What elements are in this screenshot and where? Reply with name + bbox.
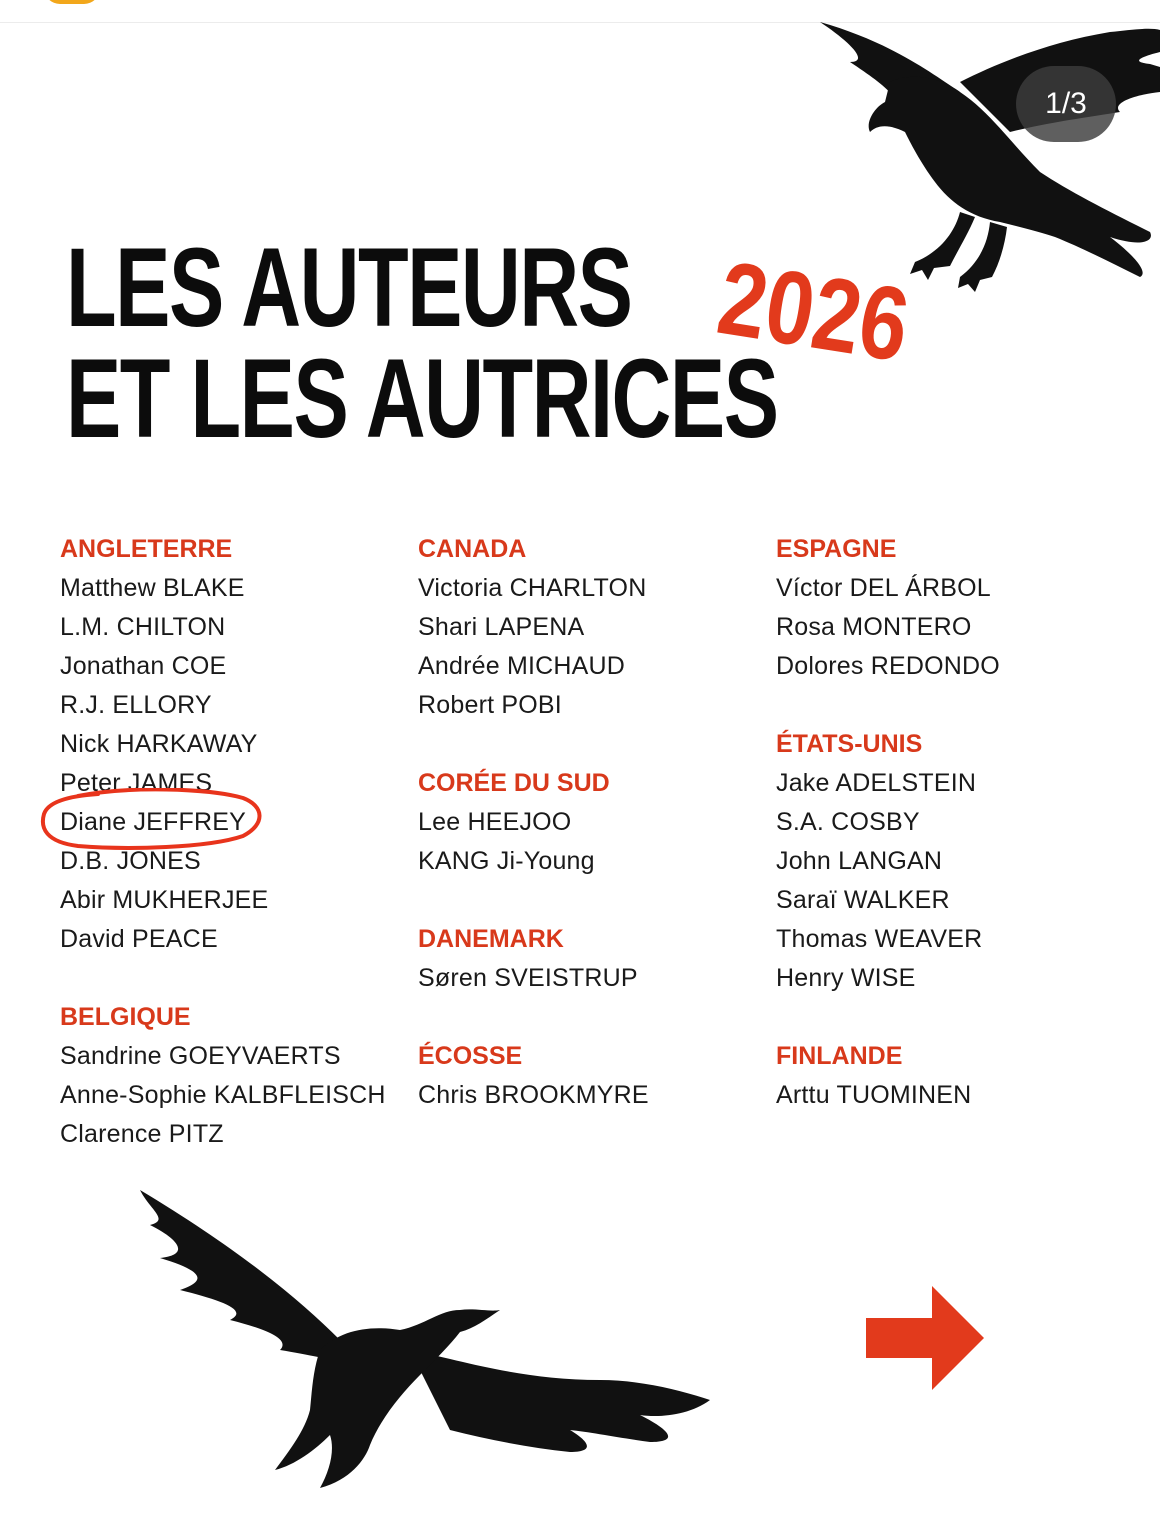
author-name: Peter JAMES [60,769,213,797]
author-name: Victoria CHARLTON [418,574,647,602]
author-name: Henry WISE [776,964,916,992]
author-name: L.M. CHILTON [60,613,226,641]
author-name: Sandrine GOEYVAERTS [60,1042,341,1070]
country-group-espagne [776,530,1136,686]
author-name: Nick HARKAWAY [60,730,258,758]
author-name: Lee HEEJOO [418,808,572,836]
author-name: Søren SVEISTRUP [418,964,638,992]
country-group-canada [418,530,778,725]
title-line-2: ET LES AUTRICES [66,336,778,461]
country-group-danemark [418,920,778,998]
author-name: Chris BROOKMYRE [418,1081,649,1109]
author-name-highlighted: Diane JEFFREY [60,808,246,836]
author-name: Clarence PITZ [60,1120,224,1148]
page-counter: 1/3 [1016,66,1116,142]
author-name: David PEACE [60,925,218,953]
country-group-belgique [60,998,420,1154]
author-name: R.J. ELLORY [60,691,212,719]
author-name: Anne-Sophie KALBFLEISCH [60,1081,386,1109]
author-name: Shari LAPENA [418,613,585,641]
author-name: Matthew BLAKE [60,574,245,602]
author-name: S.A. COSBY [776,808,920,836]
country-heading: DANEMARK [418,925,564,953]
author-name: KANG Ji-Young [418,847,595,875]
country-group-ecosse [418,1037,778,1115]
author-name: Jake ADELSTEIN [776,769,977,797]
top-bar [0,0,1160,23]
year-label: 2026 [710,240,917,385]
page-title [66,225,778,461]
authors-column-3 [776,530,1136,1154]
country-group-coree-du-sud [418,764,778,881]
author-name: Robert POBI [418,691,562,719]
author-name: D.B. JONES [60,847,201,875]
country-heading: CORÉE DU SUD [418,769,610,797]
author-name: Víctor DEL ÁRBOL [776,574,991,602]
authors-column-1 [60,530,420,1193]
author-name: Arttu TUOMINEN [776,1081,972,1109]
author-name: Jonathan COE [60,652,227,680]
country-heading: ÉTATS-UNIS [776,730,923,758]
authors-column-2 [418,530,778,1154]
author-name: Thomas WEAVER [776,925,983,953]
country-group-angleterre [60,530,420,959]
author-name: Abir MUKHERJEE [60,886,269,914]
right-arrow-icon[interactable] [866,1286,986,1390]
country-heading: BELGIQUE [60,1003,191,1031]
country-heading: ANGLETERRE [60,535,233,563]
crow-icon [80,1180,720,1490]
country-heading: CANADA [418,535,527,563]
avatar[interactable] [44,0,100,4]
author-name: Saraï WALKER [776,886,950,914]
highlight-circle [38,788,264,850]
country-group-finlande [776,1037,1136,1115]
country-group-etats-unis [776,725,1136,998]
author-name: Andrée MICHAUD [418,652,626,680]
author-name: Rosa MONTERO [776,613,972,641]
title-line-1: LES AUTEURS [66,225,632,350]
author-name: John LANGAN [776,847,943,875]
country-heading: FINLANDE [776,1042,903,1070]
country-heading: ESPAGNE [776,535,897,563]
country-heading: ÉCOSSE [418,1042,523,1070]
author-name: Dolores REDONDO [776,652,1000,680]
